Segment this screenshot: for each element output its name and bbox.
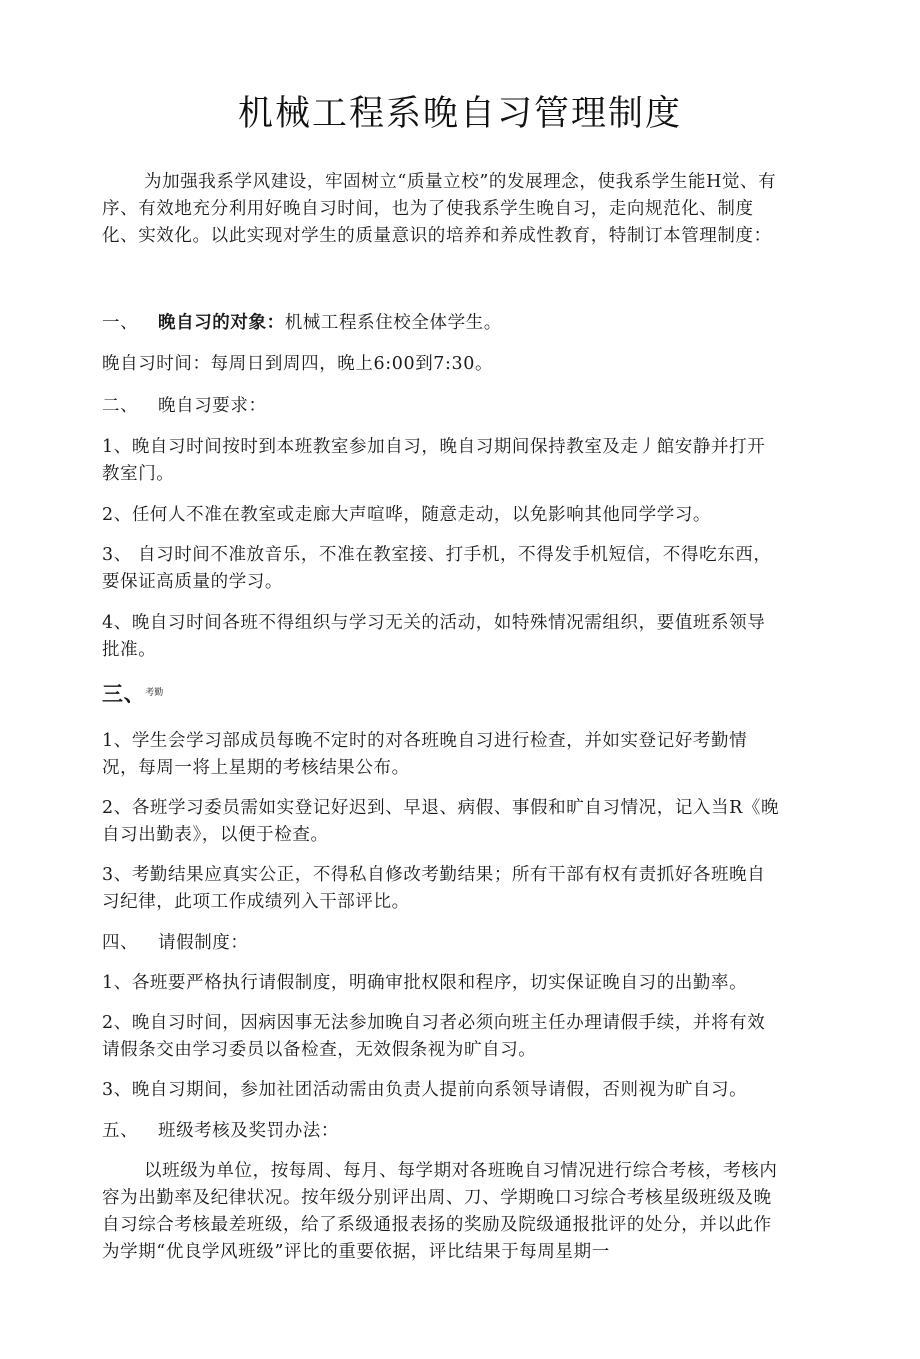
list-item: 1、学生会学习部成员每晚不定时的对各班晚自习进行检查，并如实登记好考勤情况，每周一将上星期的考核结果公布。 [102,731,748,778]
section-4-label: 请假制度： [158,933,249,953]
section-5-heading [102,1118,782,1145]
section-4-heading [102,930,782,957]
list-item: 3、 自习时间不准放音乐，不准在教室接、打手机，不得发手机短信，不得吃东西，要保证高质量的学习。 [102,545,772,592]
section-2-label: 晚自习要求： [158,396,267,416]
section-3-label: 考勤 [145,688,164,698]
section-5-label: 班级考核及奖罚办法： [158,1121,339,1141]
section-2-number: 二、 [102,396,139,416]
list-item: 2、各班学习委员需如实登记好迟到、早退、病假、事假和旷自习情况，记入当R《晚自习出勤表》，以便于检查。 [102,798,780,845]
list-item: 2、晚自习时间，因病因事无法参加晚自习者必须向班主任办理请假手续，并将有效请假条交由学习委员以备检查，无效假条视为旷自习。 [102,1013,766,1060]
section-3-heading [102,680,782,710]
intro-paragraph: 为加强我系学风建设，牢固树立“质量立校”的发展理念，使我系学生能H觉、有序、有效地充分利用好晚自习时间，也为了使我系学生晚自习，走向规范化、制度化、实效化。以此实现对学生的质量意识的培养和养成性教育，特制订本管理制度： [102,172,777,246]
section-3-number: 三、 [102,681,146,706]
document-title: 机械工程系晚自习管理制度 [237,94,682,134]
section-5-number: 五、 [102,1121,139,1141]
list-item: 1、晚自习时间按时到本班教室参加自习，晚自习期间保持教室及走丿館安静并打开教室门。 [102,437,766,484]
section-1-text: 机械工程系住校全体学生。 [284,313,502,333]
section-1-heading [102,310,782,337]
section-5-paragraph: 以班级为单位，按每周、每月、每学期对各班晚自习情况进行综合考核，考核内容为出勤率及纪律状况。按年级分别评出周、刀、学期晚口习综合考核星级班级及晚自习综合考核最差班级，给了系级通报表扬的奖励及院级通报批评的处分，并以此作为学期“优良学风班级”评比的重要依据，评比结果于每周星期一 [102,1161,778,1262]
list-item: 2、任何人不准在教室或走廊大声喧哗，随意走动，以免影响其他同学学习。 [102,505,712,525]
section-1-label: 晚自习的对象： [158,313,285,333]
study-time-line: 晚自习时间：每周日到周四，晚上6:00到7:30。 [102,354,494,374]
list-item: 3、考勤结果应真实公正，不得私自修改考勤结果；所有干部有权有责抓好各班晚自习纪律，此项工作成绩列入干部评比。 [102,865,766,912]
list-item: 4、晚自习时间各班不得组织与学习无关的活动，如特殊情况需组织，要值班系领导批准。 [102,613,766,660]
list-item: 3、晚自习期间，参加社团活动需由负责人提前向系领导请假，否则视为旷自习。 [102,1080,748,1100]
list-item: 1、各班要严格执行请假制度，明确审批权限和程序，切实保证晚自习的出勤率。 [102,973,748,993]
section-1-number: 一、 [102,313,139,333]
section-2-heading [102,393,782,420]
section-4-number: 四、 [102,933,139,953]
